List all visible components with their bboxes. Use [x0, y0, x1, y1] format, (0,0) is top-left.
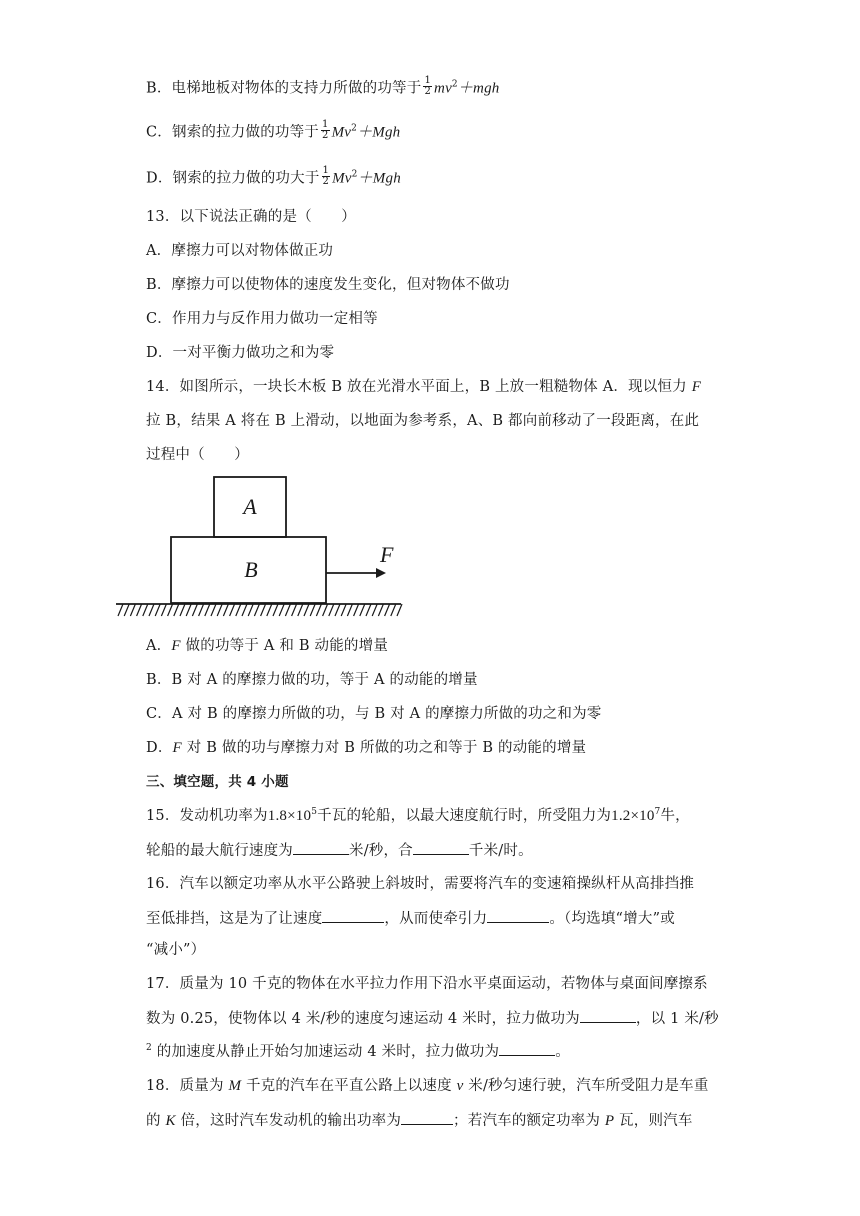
stem-text: ，以 1 米/秒 [635, 1011, 719, 1027]
hatch-mark [124, 604, 129, 616]
q14-stem-line2: 拉 B，结果 A 将在 B 上滑动，以地面为参考系，A、B 都向前移动了一段距离，在此 [146, 413, 700, 429]
exponent: 2 [451, 79, 458, 90]
fraction-denominator: 2 [322, 130, 329, 141]
fraction-denominator: 2 [424, 86, 432, 97]
stem-text: 千米/时。 [468, 843, 533, 859]
hatch-mark [211, 604, 216, 616]
fraction-numerator: 1 [424, 75, 432, 86]
q14-stem-line3: 过程中（ ） [146, 447, 249, 463]
answer-blank[interactable] [413, 840, 469, 855]
block-a-label: A [243, 494, 257, 519]
formula-tail: ＋mgh [457, 80, 500, 97]
hatch-mark [304, 604, 309, 616]
force-label: F [380, 542, 394, 567]
option-letter: D． [146, 740, 173, 756]
hatch-mark [168, 604, 173, 616]
exponent: 7 [654, 807, 661, 818]
option-text: C．钢索的拉力做的功等于 [146, 124, 319, 141]
answer-blank[interactable] [322, 908, 384, 923]
stem-text: 的加速度从静止开始匀加速运动 4 米时，拉力做功为 [151, 1044, 500, 1060]
hatch-mark [223, 604, 228, 616]
fraction-denominator: 2 [322, 176, 330, 187]
force-symbol: F [172, 740, 182, 756]
hatch-mark [391, 604, 396, 616]
hatch-mark [347, 604, 352, 616]
q12-option-d [146, 165, 401, 189]
q14-stem-line1 [146, 377, 701, 397]
hatch-mark [254, 604, 259, 616]
q14-option-b: B．B 对 A 的摩擦力做的功，等于 A 的动能的增量 [146, 672, 478, 688]
hatch-mark [341, 604, 346, 616]
hatch-mark [199, 604, 204, 616]
q13-option-d: D．一对平衡力做功之和为零 [146, 345, 335, 361]
fraction-numerator: 1 [322, 119, 329, 130]
q17-line3 [146, 1041, 570, 1062]
stem-text: 。 [555, 1044, 570, 1060]
stem-text: 。（均选填“增大”或 [549, 911, 675, 927]
hatch-mark [354, 604, 359, 616]
mass-symbol: M [228, 1078, 242, 1094]
stem-text: 18．质量为 [146, 1078, 229, 1094]
hatch-mark [323, 604, 328, 616]
hatch-mark [242, 604, 247, 616]
stem-text: ；若汽车的额定功率为 [453, 1113, 605, 1129]
hatch-mark [366, 604, 371, 616]
stem-text: 的 [146, 1113, 166, 1129]
force-symbol: F [171, 638, 181, 654]
stem-text: 千克的汽车在平直公路上以速度 [241, 1078, 457, 1094]
hatch-mark [149, 604, 154, 616]
stem-text: 数为 0.25，使物体以 4 米/秒的速度匀速运动 4 米时，拉力做功为 [146, 1011, 580, 1027]
formula: Mv [331, 124, 352, 141]
hatch-mark [378, 604, 383, 616]
coefficient-symbol: K [165, 1113, 176, 1129]
fraction-numerator: 1 [322, 165, 330, 176]
hatch-mark [180, 604, 185, 616]
hatch-mark [118, 604, 123, 616]
exponent: 2 [351, 123, 358, 134]
hatch-mark [192, 604, 197, 616]
hatch-mark [230, 604, 235, 616]
resistance-value: 1.2×10 [611, 808, 655, 824]
block-b-label: B [244, 557, 258, 582]
answer-blank[interactable] [487, 908, 549, 923]
stem-text: 15．发动机功率为 [146, 808, 268, 824]
q14-option-c: C．A 对 B 的摩擦力所做的功，与 B 对 A 的摩擦力所做的功之和为零 [146, 706, 602, 722]
formula: mv [434, 80, 452, 97]
q13-option-b: B．摩擦力可以使物体的速度发生变化，但对物体不做功 [146, 277, 510, 293]
hatch-mark [372, 604, 377, 616]
q14-option-d [146, 738, 586, 758]
stem-text: 牛， [660, 808, 690, 824]
hatch-mark [161, 604, 166, 616]
answer-blank[interactable] [499, 1041, 555, 1056]
hatch-mark [397, 604, 402, 616]
fraction [322, 166, 331, 187]
power-value: 1.8×10 [267, 808, 312, 824]
stem-text: 倍，这时汽车发动机的输出功率为 [175, 1113, 402, 1129]
hatch-mark [186, 604, 191, 616]
hatch-mark [130, 604, 135, 616]
stem-text: 轮船的最大航行速度为 [146, 843, 293, 859]
q13-option-a: A．摩擦力可以对物体做正功 [146, 243, 334, 259]
hatch-mark [335, 604, 340, 616]
hatch-mark [267, 604, 272, 616]
power-symbol: P [604, 1113, 615, 1129]
hatch-mark [273, 604, 278, 616]
option-text: 对 B 做的功与摩擦力对 B 所做的功之和等于 B 的动能的增量 [181, 740, 587, 756]
q14-option-a [146, 636, 388, 656]
q14-figure [110, 470, 410, 630]
q13-stem: 13．以下说法正确的是（ ） [146, 209, 356, 225]
hatch-mark [205, 604, 210, 616]
hatch-mark [155, 604, 160, 616]
q15-line2 [146, 840, 533, 861]
exponent: 2 [146, 1043, 152, 1054]
hatch-mark [143, 604, 148, 616]
option-text: 做的功等于 A 和 B 动能的增量 [180, 638, 389, 654]
q16-line1: 16．汽车以额定功率从水平公路驶上斜坡时，需要将汽车的变速箱操纵杆从高排挡推 [146, 876, 695, 892]
q17-line2 [146, 1008, 719, 1029]
q12-option-c [146, 119, 401, 143]
exponent: 2 [351, 169, 358, 180]
q18-line1 [146, 1076, 709, 1096]
hatch-mark [329, 604, 334, 616]
stem-text: 千瓦的轮船，以最大速度航行时，所受阻力为 [317, 808, 612, 824]
hatch-mark [137, 604, 142, 616]
q18-line2 [146, 1110, 693, 1131]
q16-line2 [146, 908, 675, 929]
stem-text: 米/秒，合 [349, 843, 413, 859]
answer-blank[interactable] [293, 840, 349, 855]
q17-line1: 17．质量为 10 千克的物体在水平拉力作用下沿水平桌面运动，若物体与桌面间摩擦系 [146, 976, 708, 992]
q15-line1 [146, 806, 690, 826]
stem-text: 瓦，则汽车 [614, 1113, 693, 1129]
formula-tail: ＋Mgh [357, 124, 401, 141]
hatch-mark [236, 604, 241, 616]
option-text: D．钢索的拉力做的功大于 [146, 170, 320, 187]
formula: Mv [332, 170, 352, 187]
q16-line3: “减小”） [146, 942, 206, 958]
hatch-mark [385, 604, 390, 616]
ground-hatching [118, 604, 402, 616]
option-letter: A． [146, 638, 172, 654]
q12-option-b [146, 75, 500, 99]
answer-blank[interactable] [401, 1110, 453, 1125]
hatch-mark [292, 604, 297, 616]
hatch-mark [261, 604, 266, 616]
fraction [321, 120, 330, 141]
hatch-mark [174, 604, 179, 616]
section-title: 三、填空题，共 4 小题 [146, 774, 289, 790]
stem-text: 14．如图所示，一块长木板 B 放在光滑水平面上，B 上放一粗糙物体 A．现以恒力 [146, 379, 692, 395]
exponent: 5 [311, 807, 318, 818]
hatch-mark [285, 604, 290, 616]
force-arrow-head [376, 568, 386, 578]
hatch-mark [360, 604, 365, 616]
option-text: B．电梯地板对物体的支持力所做的功等于 [146, 80, 422, 97]
hatch-mark [316, 604, 321, 616]
stem-text: 米/秒匀速行驶，汽车所受阻力是车重 [463, 1078, 709, 1094]
q13-option-c: C．作用力与反作用力做功一定相等 [146, 311, 378, 327]
stem-text: ，从而使牵引力 [384, 911, 488, 927]
hatch-mark [310, 604, 315, 616]
stem-text: 至低排挡，这是为了让速度 [146, 911, 323, 927]
fraction [423, 76, 432, 97]
hatch-mark [248, 604, 253, 616]
formula-tail: ＋Mgh [357, 170, 401, 187]
velocity-symbol: v [456, 1078, 464, 1094]
hatch-mark [217, 604, 222, 616]
hatch-mark [279, 604, 284, 616]
answer-blank[interactable] [580, 1008, 636, 1023]
force-symbol: F [691, 379, 702, 395]
hatch-mark [298, 604, 303, 616]
